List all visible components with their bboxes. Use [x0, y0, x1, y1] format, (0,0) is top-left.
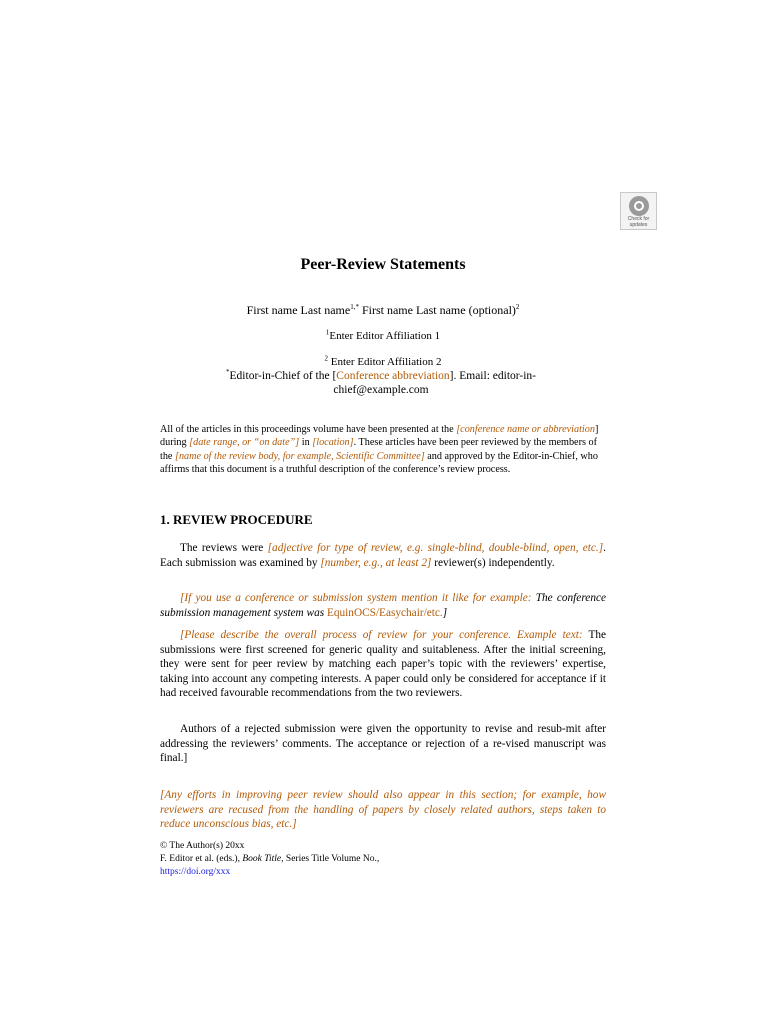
check-for-updates-badge[interactable]	[620, 192, 657, 230]
author-2: First name Last name (optional)	[358, 303, 516, 317]
review-type-paragraph: The reviews were [adjective for type of review, e.g. single-blind, double-blind, open, etc.]. Each submission was examined by [number, e.g., at least 2] reviewer(s) independently.	[160, 542, 606, 569]
affiliation-2: $^2$ Enter Editor Affiliation 2	[324, 354, 442, 368]
conference-abbreviation-placeholder: Conference abbreviation	[336, 370, 450, 382]
location-placeholder: [location]	[312, 437, 354, 449]
review-body-placeholder: [name of the review body, for example, Scientific Committee]	[175, 450, 425, 462]
author-1: First name Last name	[246, 303, 351, 317]
date-range-placeholder: [date range, or “on date”]	[189, 437, 300, 449]
reviewer-count-placeholder: [number, e.g., at least 2]	[320, 556, 432, 569]
section-heading: 1. REVIEW PROCEDURE	[160, 512, 313, 527]
review-process-paragraph: [Please describe the overall process of review for your conference. Example text: The submissions were first screened for generic quality and suitableness. After the initial screening, they were sent for peer review by matching each paper’s topic with the reviewers’ expertise, taking into account any competing interests. A paper could only be considered for acceptance if it had received favourable recommendations from the two reviewers.	[160, 629, 607, 700]
book-title: Book Title	[242, 854, 282, 864]
peer-review-improvements-paragraph: [Any efforts in improving peer review should also appear in this section; for example, how reviewers are recused from the handling of papers by closely related authors, steps taken to reduce unconscious bias, etc.]	[160, 789, 606, 831]
submission-system-placeholder: EquinOCS/Easychair/etc.	[326, 606, 443, 619]
abstract-paragraph: All of the articles in this proceedings volume have been presented at the [conference name or abbreviation] during [date range, or “on date”] in [location]. These articles have been peer reviewed by the members of the [name of the review body, for example, Scientific Committee] and approved by the Editor-in-Chief, who affirms that this document is a truthful description of the conference’s review process.	[160, 424, 599, 475]
copyright-footer	[160, 840, 606, 879]
check-updates-icon	[629, 196, 649, 216]
affiliation-1: $^1$Enter Editor Affiliation 1	[325, 328, 441, 342]
author-1-sup: 1,*	[350, 303, 359, 311]
resubmission-paragraph: Authors of a rejected submission were given the opportunity to revise and resub-mit after addressing the reviewers’ comments. The acceptance or rejection of a re-vised manuscript was final.]	[160, 723, 606, 765]
author-2-sup: 2	[515, 303, 520, 311]
review-type-placeholder: [adjective for type of review, e.g. single-blind, double-blind, open, etc.]	[267, 542, 604, 554]
doi-link[interactable]: https://doi.org/xxx	[160, 867, 231, 877]
author-line	[160, 303, 606, 318]
editor-in-chief-note: *Editor-in-Chief of the [Conference abbreviation]. Email: editor-in-chief@example.com	[226, 368, 536, 396]
copyright-line: © The Author(s) 20xx	[160, 841, 245, 851]
submission-system-paragraph: [If you use a conference or submission system mention it like for example: The conference submission management system was EquinOCS/Easychair/etc.]	[160, 592, 606, 619]
badge-label: Check for updates	[627, 216, 650, 228]
page-title: Peer-Review Statements	[300, 256, 466, 273]
citation-line: F. Editor et al. (eds.), Book Title, Series Title Volume No.,	[160, 854, 380, 864]
conference-name-placeholder: [conference name or abbreviation	[456, 424, 595, 435]
